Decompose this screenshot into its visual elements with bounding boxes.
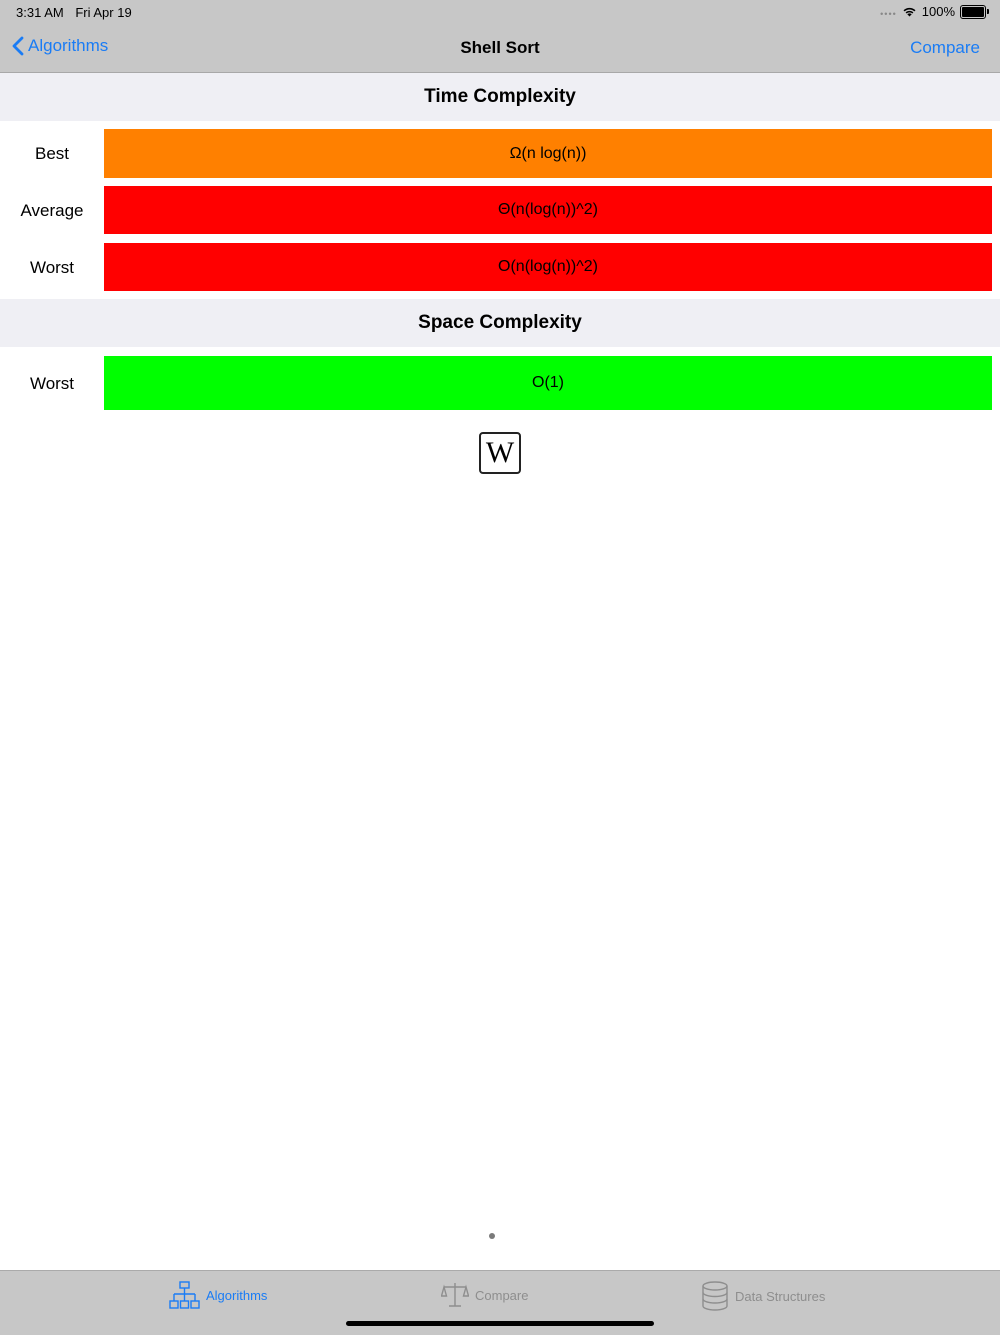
wifi-icon bbox=[902, 6, 917, 17]
back-button-label: Algorithms bbox=[28, 36, 109, 55]
battery-level bbox=[962, 7, 984, 17]
tab-compare-label: Compare bbox=[475, 1287, 529, 1303]
time-best-label: Best bbox=[34, 144, 70, 163]
space-worst-label: Worst bbox=[29, 374, 75, 393]
status-time: 3:31 AM bbox=[16, 5, 64, 20]
page-indicator-dot bbox=[489, 1233, 495, 1239]
home-indicator[interactable] bbox=[346, 1321, 654, 1326]
time-average-label: Average bbox=[20, 201, 84, 220]
tab-algorithms[interactable] bbox=[169, 1281, 267, 1309]
scale-icon bbox=[441, 1281, 469, 1309]
status-bar bbox=[0, 0, 1000, 24]
database-icon bbox=[701, 1281, 729, 1311]
tab-algorithms-label: Algorithms bbox=[206, 1287, 268, 1303]
status-date: Fri Apr 19 bbox=[75, 5, 132, 20]
tab-data-structures[interactable] bbox=[701, 1281, 825, 1311]
time-complexity-header: Time Complexity bbox=[0, 73, 1000, 121]
wikipedia-button[interactable] bbox=[479, 432, 521, 474]
signal-icon: •••• bbox=[880, 8, 897, 19]
space-complexity-header: Space Complexity bbox=[0, 299, 1000, 347]
battery-percent: 100% bbox=[921, 4, 955, 19]
page-title: Shell Sort bbox=[460, 38, 540, 57]
hierarchy-icon bbox=[169, 1281, 200, 1309]
navigation-bar bbox=[0, 24, 1000, 73]
space-worst-bar: O(1) bbox=[104, 356, 992, 410]
compare-button[interactable]: Compare bbox=[910, 38, 980, 57]
time-worst-bar: O(n(log(n))^2) bbox=[104, 243, 992, 291]
battery-icon bbox=[960, 5, 986, 19]
tab-compare[interactable] bbox=[441, 1281, 528, 1309]
wikipedia-icon: W bbox=[485, 436, 515, 469]
time-average-bar: Θ(n(log(n))^2) bbox=[104, 186, 992, 234]
time-best-bar: Ω(n log(n)) bbox=[104, 129, 992, 178]
status-left bbox=[16, 5, 140, 20]
time-worst-label: Worst bbox=[29, 258, 75, 277]
tab-data-structures-label: Data Structures bbox=[735, 1288, 826, 1304]
status-right bbox=[880, 4, 986, 19]
